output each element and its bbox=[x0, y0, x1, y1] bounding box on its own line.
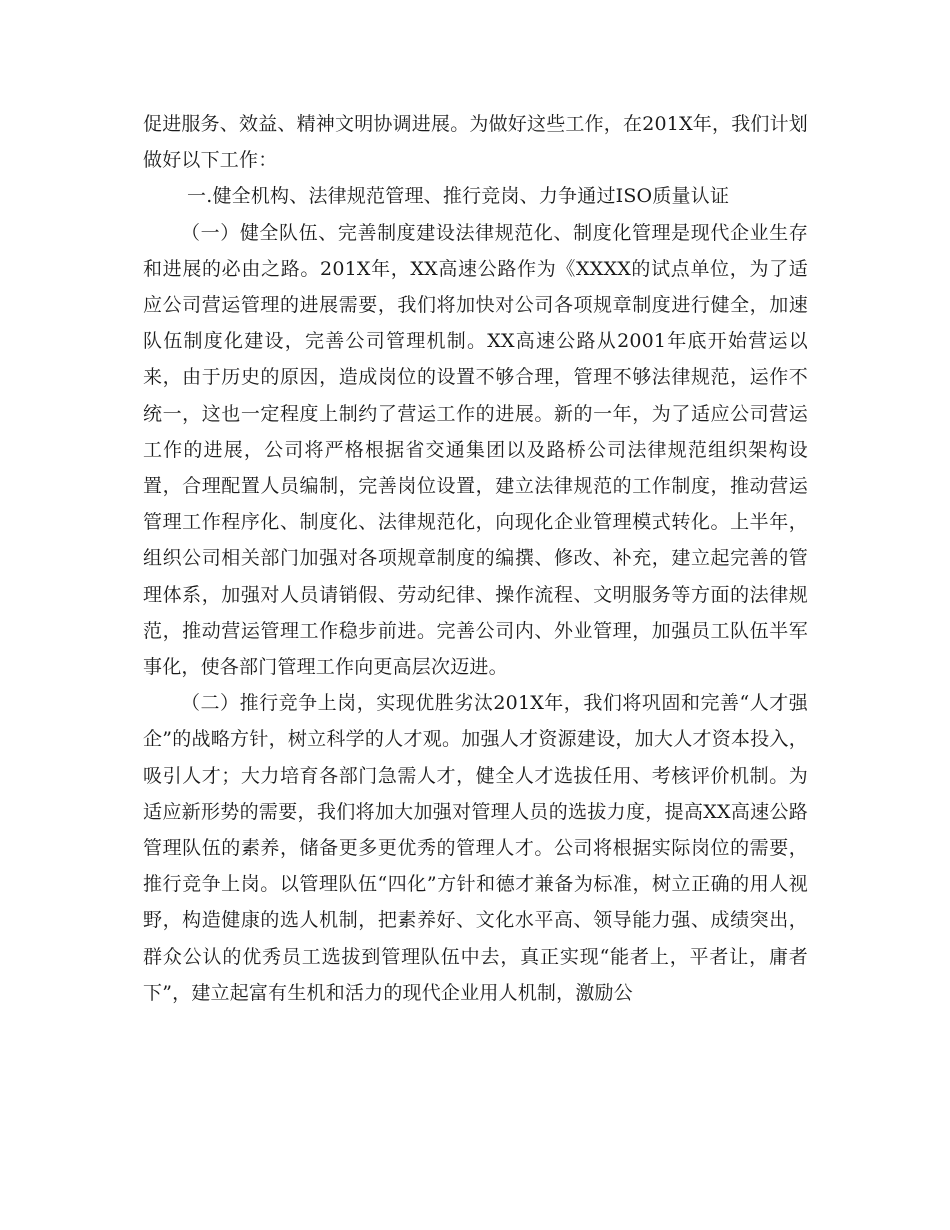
paragraph-section-1-2: （二）推行竞争上岗，实现优胜劣汰201X年，我们将巩固和完善“人才强企”的战略方针，树立科学的人才观。加强人才资源建设，加大人才资本投入，吸引人才；大力培育各部门急需人才，健全人才选拔任用、考核评价机制。为适应新形势的需要，我们将加大加强对管理人员的选拔力度，提高XX高速公路管理队伍的素养，储备更多更优秀的管理人才。公司将根据实际岗位的需要，推行竞争上岗。以管理队伍“四化”方针和德才兼备为标准，树立正确的用人视野，构造健康的选人机制，把素养好、文化水平高、领导能力强、成绩突出，群众公认的优秀员工选拔到管理队伍中去，真正实现“能者上，平者让，庸者下”，建立起富有生机和活力的现代企业用人机制，激励公 bbox=[143, 692, 808, 1004]
paragraph-intro: 促进服务、效益、精神文明协调进展。为做好这些工作，在201X年，我们计划做好以下工作： bbox=[143, 113, 808, 172]
paragraph-section-1-1: （一）健全队伍、完善制度建设法律规范化、制度化管理是现代企业生存和进展的必由之路。201X年，XX高速公路作为《XXXX的试点单位，为了适应公司营运管理的进展需要，我们将加快对公司各项规章制度进行健全，加速队伍制度化建设，完善公司管理机制。XX高速公路从2001年底开始营运以来，由于历史的原因，造成岗位的设置不够合理，管理不够法律规范，运作不统一，这也一定程度上制约了营运工作的进展。新的一年，为了适应公司营运工作的进展，公司将严格根据省交通集团以及路桥公司法律规范组织架构设置，合理配置人员编制，完善岗位设置，建立法律规范的工作制度，推动营运管理工作程序化、制度化、法律规范化，向现化企业管理模式转化。上半年，组织公司相关部门加强对各项规章制度的编撰、修改、补充，建立起完善的管理体系，加强对人员请销假、劳动纪律、操作流程、文明服务等方面的法律规范，推动营运管理工作稳步前进。完善公司内、外业管理，加强员工队伍半军事化，使各部门管理工作向更高层次迈进。 bbox=[143, 221, 808, 679]
document-body bbox=[143, 106, 808, 1011]
section-heading-1: 一.健全机构、法律规范管理、推行竞岗、力争通过ISO质量认证 bbox=[187, 185, 730, 208]
